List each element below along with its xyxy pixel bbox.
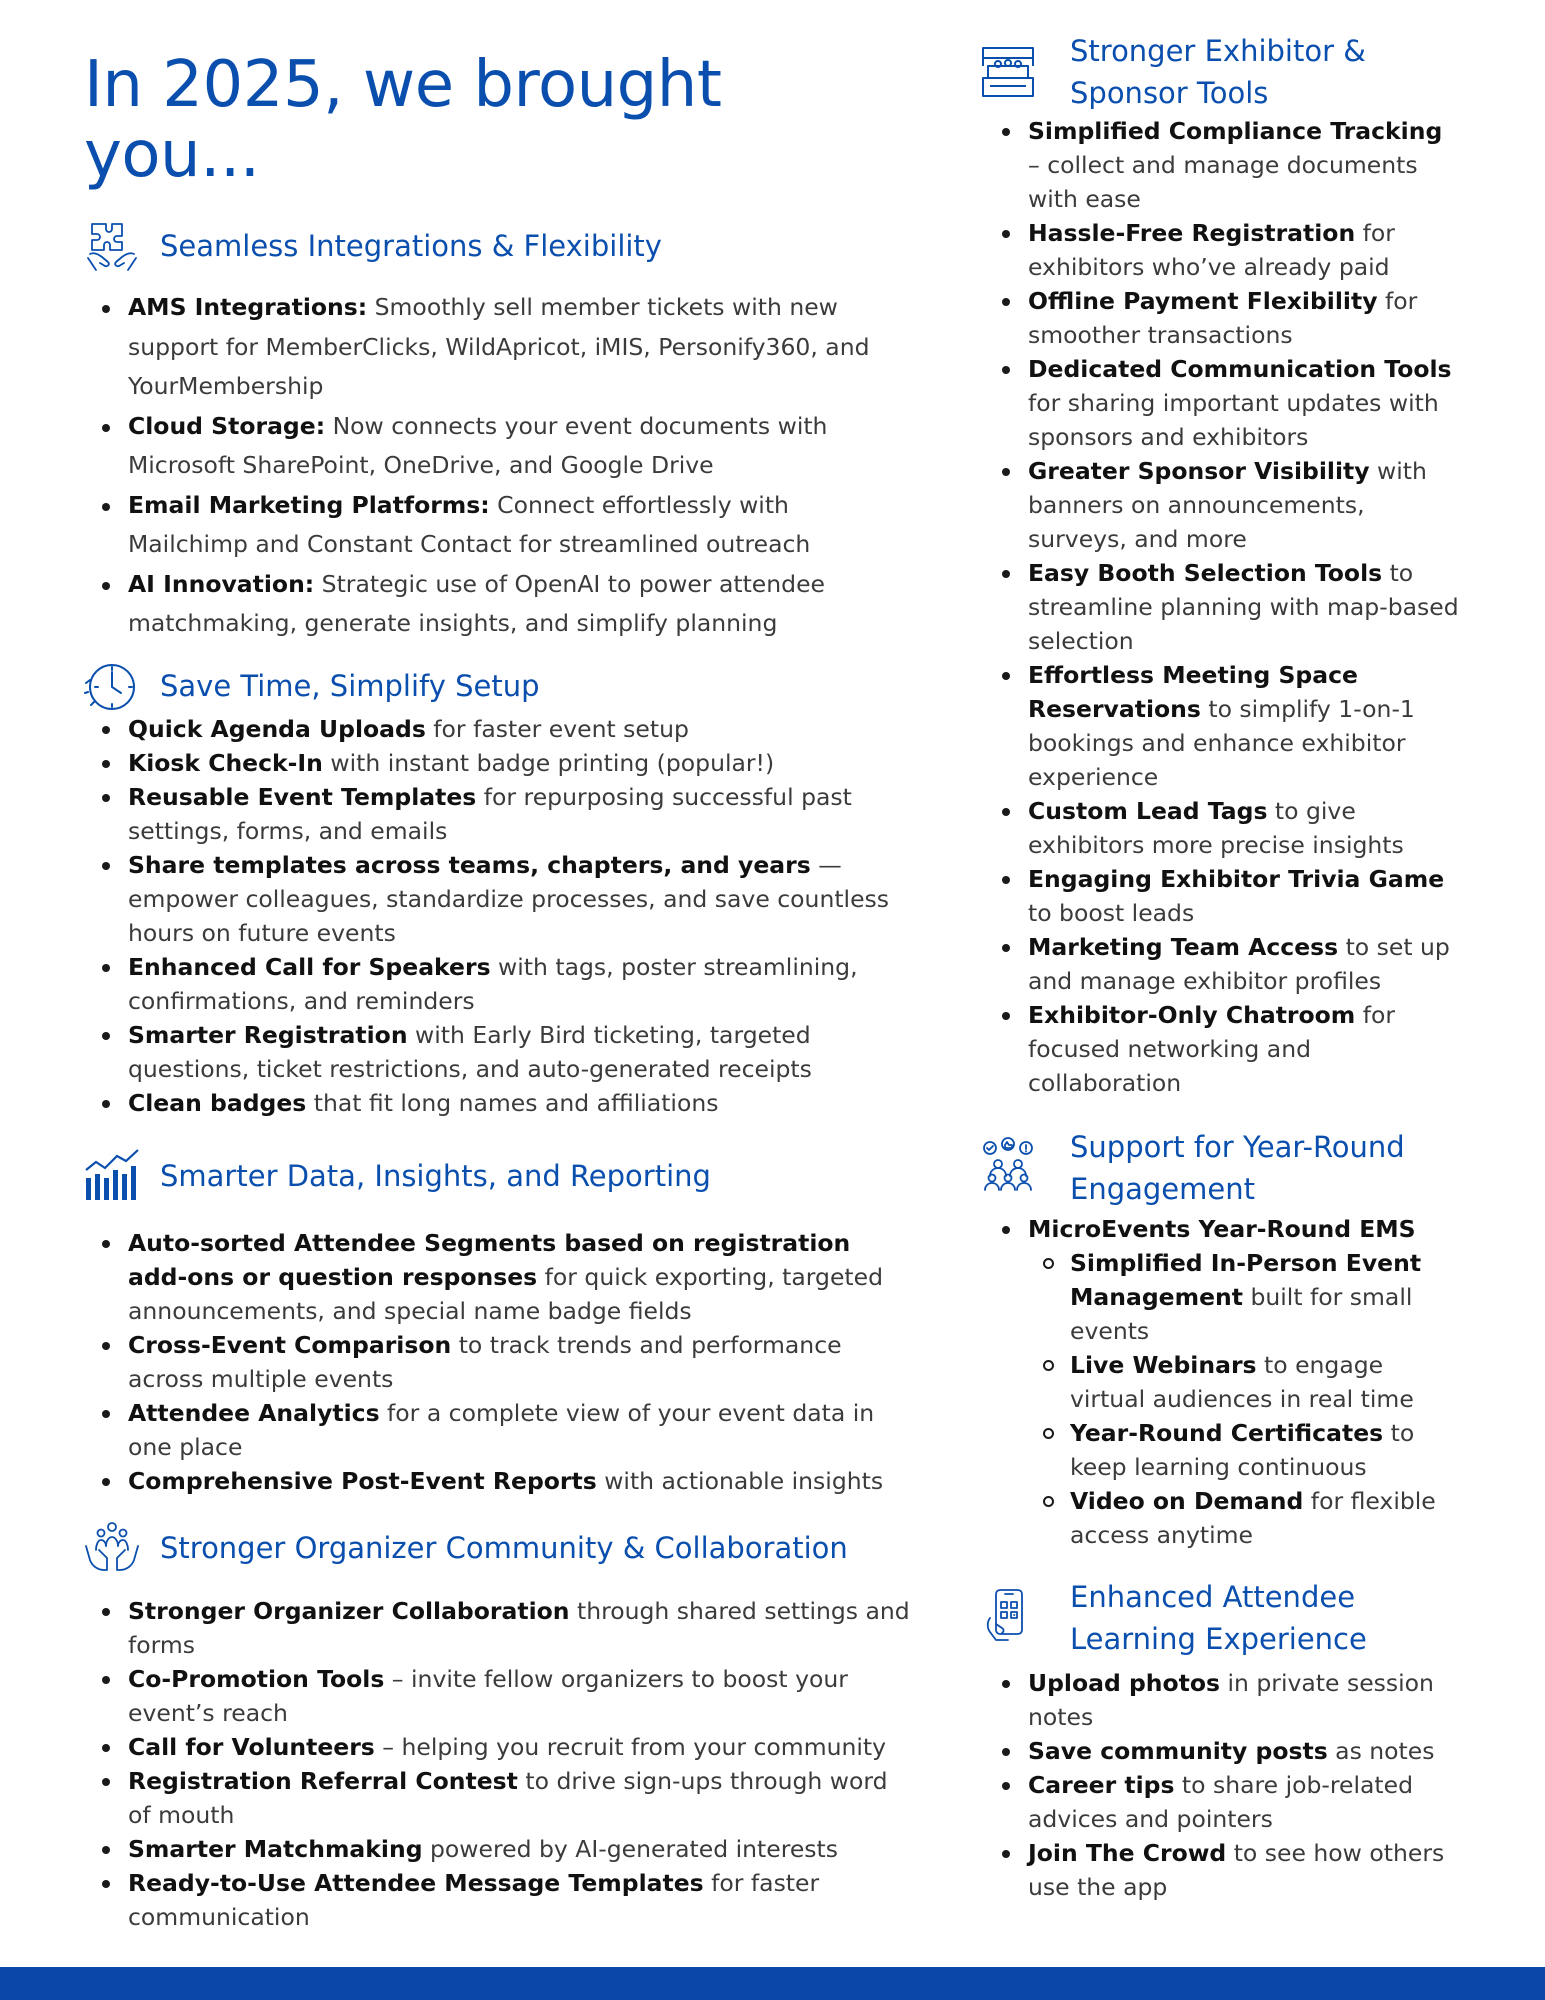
section-title: Support for Year-Round Engagement (1070, 1130, 1405, 1206)
list-item: Join The Crowd to see how others use the app (1028, 1836, 1460, 1904)
list-item: Clean badges that fit long names and affiliations (128, 1086, 914, 1120)
section-title: Seamless Integrations & Flexibility (160, 229, 662, 263)
puzzle-icon (84, 218, 140, 274)
section-header (980, 1126, 1460, 1218)
section-header (84, 1520, 914, 1590)
list-item: Dedicated Communication Tools for sharing important updates with sponsors and exhibitors (1028, 352, 1460, 454)
list-item: Attendee Analytics for a complete view of your event data in one place (128, 1396, 914, 1464)
list-item: Easy Booth Selection Tools to streamline planning with map-based selection (1028, 556, 1460, 658)
section-header (980, 1576, 1460, 1672)
sub-list-item: Year-Round Certificates to keep learning continuous (1070, 1416, 1460, 1484)
section-header (84, 658, 914, 712)
list-item: Simplified Compliance Tracking – collect and manage documents with ease (1028, 114, 1460, 216)
list-item: Enhanced Call for Speakers with tags, poster streamlining, confirmations, and reminders (128, 950, 914, 1018)
list-item: Email Marketing Platforms: Connect effortlessly with Mailchimp and Constant Contact for streamlined outreach (128, 486, 914, 565)
list-item: Share templates across teams, chapters, and years — empower colleagues, standardize processes, and save countless hours on future events (128, 848, 914, 950)
right-column (980, 30, 1460, 1904)
footer-bar (0, 1967, 1545, 2000)
section-header (980, 30, 1460, 118)
list-item: Comprehensive Post-Event Reports with actionable insights (128, 1464, 914, 1498)
bullet-list (980, 114, 1460, 1100)
list-item: Call for Volunteers – helping you recruit from your community (128, 1730, 914, 1764)
section-title: Stronger Exhibitor & Sponsor Tools (1070, 34, 1366, 110)
list-item: Reusable Event Templates for repurposing successful past settings, forms, and emails (128, 780, 914, 848)
list-item: Smarter Registration with Early Bird ticketing, targeted questions, ticket restrictions, and auto-generated receipts (128, 1018, 914, 1086)
section-header (84, 1148, 914, 1220)
list-item: Engaging Exhibitor Trivia Game to boost leads (1028, 862, 1460, 930)
section-title: Enhanced Attendee Learning Experience (1070, 1580, 1367, 1656)
list-item: Career tips to share job-related advices and pointers (1028, 1768, 1460, 1836)
bullet-list (980, 1666, 1460, 1904)
list-item: Co-Promotion Tools – invite fellow organizers to boost your event’s reach (128, 1662, 914, 1730)
list-item: Stronger Organizer Collaboration through shared settings and forms (128, 1594, 914, 1662)
section-save-time (84, 658, 914, 1120)
list-item: Smarter Matchmaking powered by AI-generated interests (128, 1832, 914, 1866)
list-item: Ready-to-Use Attendee Message Templates for faster communication (128, 1866, 914, 1934)
bullet-list (84, 288, 914, 644)
phone-qr-icon (980, 1588, 1036, 1644)
list-item: AI Innovation: Strategic use of OpenAI to power attendee matchmaking, generate insights, and simplify planning (128, 565, 914, 644)
section-exhibitor-tools (980, 30, 1460, 1100)
list-item: Kiosk Check-In with instant badge printing (popular!) (128, 746, 914, 780)
bar-chart-icon (84, 1148, 140, 1204)
list-item: Effortless Meeting Space Reservations to simplify 1-on-1 bookings and enhance exhibitor experience (1028, 658, 1460, 794)
list-item: MicroEvents Year-Round EMS Simplified In-Person Event Management built for small events Live Webinars to engage virtual audiences in real time Year-Round Certificates to keep learning continuous Video on Demand for flexible access anytime (1028, 1212, 1460, 1552)
list-item: Quick Agenda Uploads for faster event setup (128, 712, 914, 746)
list-item: Exhibitor-Only Chatroom for focused networking and collaboration (1028, 998, 1460, 1100)
section-integrations (84, 218, 914, 644)
bullet-list (84, 1594, 914, 1934)
section-data-insights (84, 1148, 914, 1498)
booth-icon (980, 44, 1036, 100)
section-title: Stronger Organizer Community & Collaboration (160, 1530, 848, 1565)
section-title: Save Time, Simplify Setup (160, 668, 540, 703)
list-item: Marketing Team Access to set up and manage exhibitor profiles (1028, 930, 1460, 998)
sub-list-item: Live Webinars to engage virtual audiences in real time (1070, 1348, 1460, 1416)
list-item: Cloud Storage: Now connects your event documents with Microsoft SharePoint, OneDrive, and Google Drive (128, 407, 914, 486)
section-year-round (980, 1126, 1460, 1552)
list-item: Hassle-Free Registration for exhibitors who’ve already paid (1028, 216, 1460, 284)
list-item: Custom Lead Tags to give exhibitors more precise insights (1028, 794, 1460, 862)
list-item: Registration Referral Contest to drive sign-ups through word of mouth (128, 1764, 914, 1832)
clock-icon (84, 658, 140, 714)
bullet-list (980, 1212, 1460, 1552)
list-item: Offline Payment Flexibility for smoother transactions (1028, 284, 1460, 352)
bullet-list (84, 1226, 914, 1498)
left-column (84, 50, 914, 1934)
sub-list (1028, 1246, 1460, 1552)
section-attendee-learning (980, 1576, 1460, 1904)
list-item: Cross-Event Comparison to track trends and performance across multiple events (128, 1328, 914, 1396)
list-item: Greater Sponsor Visibility with banners on announcements, surveys, and more (1028, 454, 1460, 556)
list-item: AMS Integrations: Smoothly sell member tickets with new support for MemberClicks, WildApricot, iMIS, Personify360, and YourMembership (128, 288, 914, 407)
list-item: Auto-sorted Attendee Segments based on registration add-ons or question responses for quick exporting, targeted announcements, and special name badge fields (128, 1226, 914, 1328)
section-organizer-community (84, 1520, 914, 1934)
bullet-list (84, 712, 914, 1120)
list-item: Save community posts as notes (1028, 1734, 1460, 1768)
sub-list-item: Simplified In-Person Event Management built for small events (1070, 1246, 1460, 1348)
list-item: Upload photos in private session notes (1028, 1666, 1460, 1734)
community-hands-icon (84, 1520, 140, 1576)
section-header (84, 218, 914, 282)
page-title: In 2025, we brought you... (84, 48, 722, 192)
section-title: Smarter Data, Insights, and Reporting (160, 1158, 711, 1193)
sub-list-item: Video on Demand for flexible access anytime (1070, 1484, 1460, 1552)
engagement-people-icon (980, 1136, 1036, 1192)
